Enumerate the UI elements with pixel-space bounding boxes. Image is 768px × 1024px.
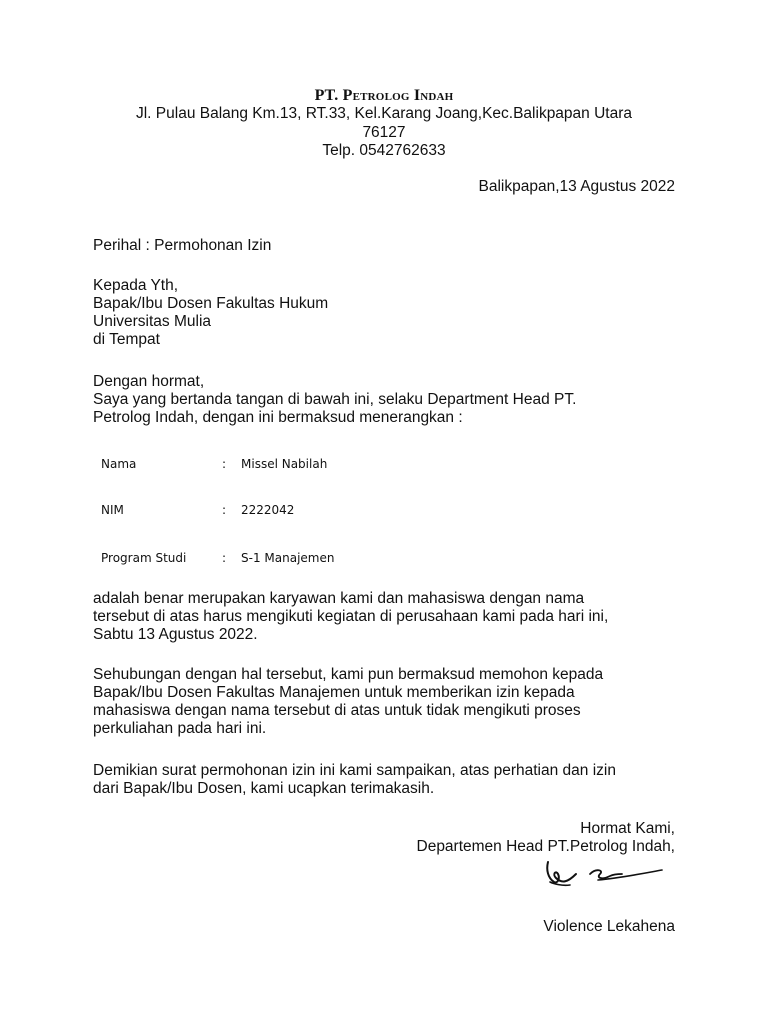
detail-colon: : [222,457,227,471]
company-phone: Telp. 0542762633 [322,142,446,159]
letterhead [93,87,675,161]
letter-subject [93,237,678,255]
para2-line3: mahasiswa dengan nama tersebut di atas untuk tidak mengikuti proses [93,702,581,719]
company-address-line1: Jl. Pulau Balang Km.13, RT.33, Kel.Karang Joang,Kec.Balikpapan Utara [135,105,632,122]
detail-colon: : [222,551,227,565]
company-address-line2: 76127 [362,123,406,141]
para1-line2: tersebut di atas harus mengikuti kegiatan di perusahaan kami pada hari ini, [93,608,609,625]
para1-line1: adalah benar merupakan karyawan kami dan mahasiswa dengan nama [93,590,585,607]
para2-line2: Bapak/Ibu Dosen Fakultas Manajemen untuk memberikan izin kepada [93,684,575,701]
para3-line1: Demikian surat permohonan izin ini kami sampaikan, atas perhatian dan izin [93,762,616,779]
subject-text: Perihal : Permohonan Izin [93,237,272,254]
letter-date: Balikpapan,13 Agustus 2022 [478,178,675,195]
detail-label: Nama [101,457,137,471]
para3-line2: dari Bapak/Ibu Dosen, kami ucapkan terimakasih. [93,780,435,797]
para2-line1: Sehubungan dengan hal tersebut, kami pun bermaksud memohon kepada [93,666,604,683]
closing-line1: Hormat Kami, [580,820,675,837]
recipient-line3: Universitas Mulia [93,313,212,330]
paragraph-1 [93,590,678,644]
greeting: Dengan hormat, [93,373,205,390]
signature [540,852,666,892]
detail-colon: : [222,503,227,517]
detail-value: Missel Nabilah [241,457,328,471]
opening-line1: Saya yang bertanda tangan di bawah ini, selaku Department Head PT. [93,391,577,408]
detail-label: NIM [101,503,124,517]
detail-value: 2222042 [241,503,295,517]
recipient-block [93,277,678,349]
paragraph-2 [93,666,678,738]
paragraph-3 [93,762,678,798]
recipient-line2: Bapak/Ibu Dosen Fakultas Hukum [93,295,329,312]
company-name: PT. Petrolog Indah [314,87,454,104]
para1-line3: Sabtu 13 Agustus 2022. [93,626,258,643]
para2-line4: perkuliahan pada hari ini. [93,720,267,737]
closing-line2: Departemen Head PT.Petrolog Indah, [416,838,675,855]
recipient-line4: di Tempat [93,331,160,348]
signer-name: Violence Lekahena [543,918,675,935]
detail-label: Program Studi [101,551,187,565]
closing-block [93,820,675,856]
recipient-line1: Kepada Yth, [93,277,179,294]
detail-value: S-1 Manajemen [241,551,335,565]
opening-line2: Petrolog Indah, dengan ini bermaksud menerangkan : [93,409,463,426]
opening-block [93,373,678,427]
